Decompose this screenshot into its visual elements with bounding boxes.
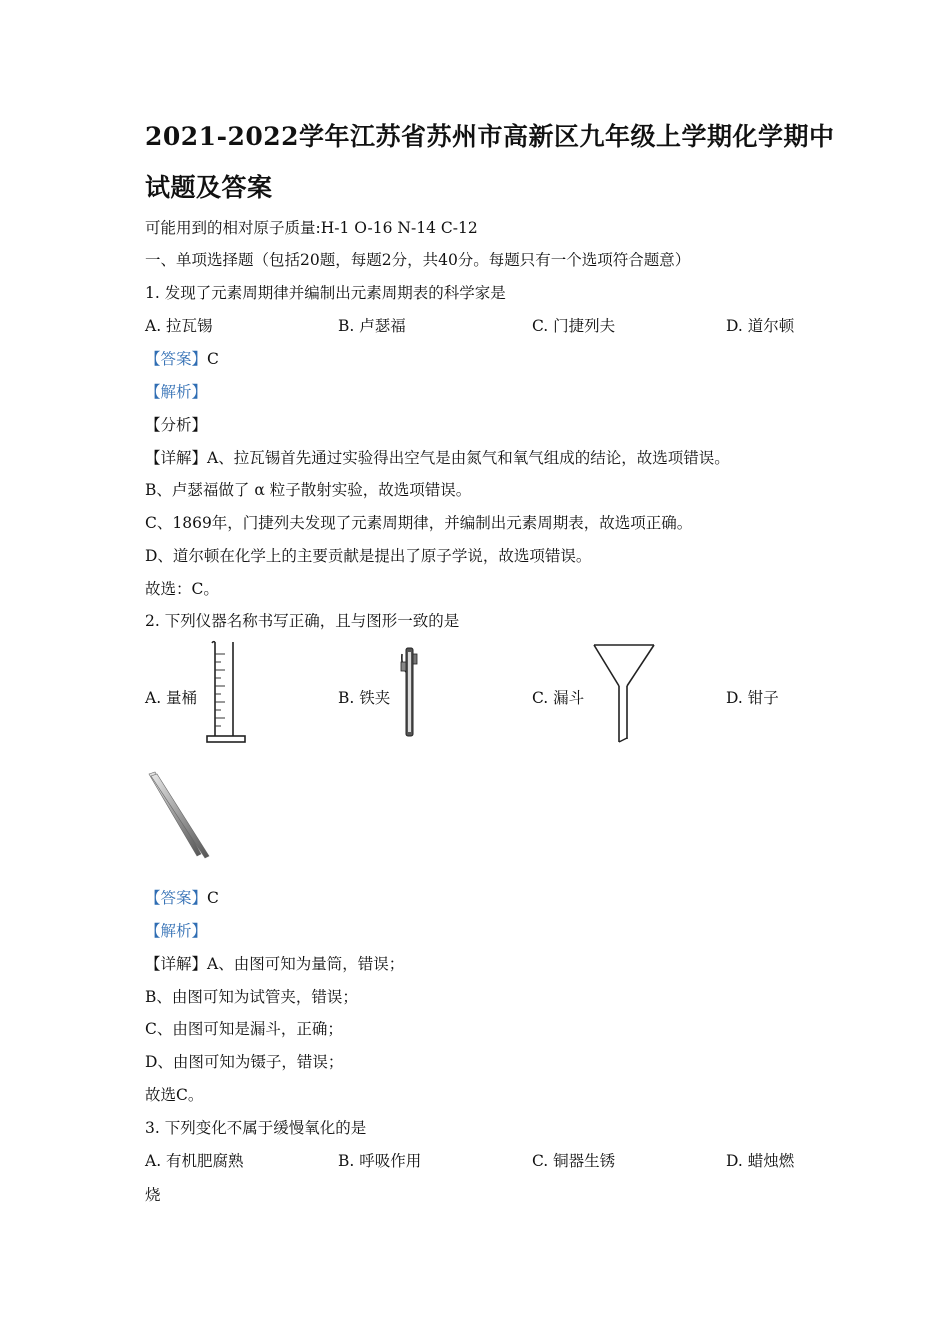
q1-stem: 1. 发现了元素周期律并编制出元素周期表的科学家是 bbox=[145, 284, 506, 302]
q2-option-d: D. 钳子 bbox=[726, 689, 779, 707]
q2-option-a: A. 量桶 bbox=[145, 689, 198, 707]
q1-detail-a: A、拉瓦锡首先通过实验得出空气是由氮气和氧气组成的结论，故选项错误。 bbox=[207, 449, 730, 467]
q1-answer-tag: 【答案】 bbox=[145, 350, 208, 368]
q2-detail-c: C、由图可知是漏斗，正确； bbox=[145, 1020, 343, 1038]
q2-answer-tag: 【答案】 bbox=[145, 889, 208, 907]
q1-answer-line bbox=[145, 347, 219, 369]
q2-option-b: B. 铁夹 bbox=[338, 689, 391, 707]
q1-option-a: A. 拉瓦锡 bbox=[145, 317, 213, 335]
section-heading: 一、单项选择题（包括20题，每题2分，共40分。每题只有一个选项符合题意） bbox=[145, 251, 691, 269]
test-tube-clamp-figure bbox=[398, 644, 422, 738]
q3-option-c: C. 铜器生锈 bbox=[532, 1152, 616, 1170]
document-title-line2: 试题及答案 bbox=[145, 173, 273, 202]
q2-analysis-tag: 【解析】 bbox=[145, 922, 208, 940]
q2-option-c: C. 漏斗 bbox=[532, 689, 585, 707]
q2-detail-a-line bbox=[145, 952, 404, 974]
q1-detail-d: D、道尔顿在化学上的主要贡献是提出了原子学说，故选项错误。 bbox=[145, 547, 592, 565]
q1-detail-tag: 【详解】 bbox=[145, 449, 208, 467]
q1-detail-b: B、卢瑟福做了 α 粒子散射实验，故选项错误。 bbox=[145, 481, 472, 499]
q2-detail-a: A、由图可知为量筒，错误； bbox=[207, 955, 405, 973]
q2-detail-b: B、由图可知为试管夹，错误； bbox=[145, 988, 358, 1006]
q1-answer-value: C bbox=[207, 350, 219, 368]
q3-option-a: A. 有机肥腐熟 bbox=[145, 1152, 244, 1170]
graduated-cylinder-figure bbox=[203, 640, 251, 746]
q1-option-b: B. 卢瑟福 bbox=[338, 317, 406, 335]
q2-answer-line bbox=[145, 886, 219, 908]
tweezers-figure bbox=[143, 768, 215, 864]
q1-option-d: D. 道尔顿 bbox=[726, 317, 795, 335]
q1-detail-c: C、1869年，门捷列夫发现了元素周期律，并编制出元素周期表，故选项正确。 bbox=[145, 514, 693, 532]
document-title-line1: 2021-2022学年江苏省苏州市高新区九年级上学期化学期中 bbox=[145, 122, 835, 151]
q3-stem: 3. 下列变化不属于缓慢氧化的是 bbox=[145, 1119, 367, 1137]
q2-detail-tag: 【详解】 bbox=[145, 955, 208, 973]
funnel-figure bbox=[590, 642, 658, 746]
q3-option-d: D. 蜡烛燃 bbox=[726, 1152, 795, 1170]
q2-stem: 2. 下列仪器名称书写正确，且与图形一致的是 bbox=[145, 612, 460, 630]
q2-conclusion: 故选C。 bbox=[145, 1086, 204, 1104]
atomic-masses-note: 可能用到的相对原子质量:H-1 O-16 N-14 C-12 bbox=[145, 219, 478, 237]
q2-detail-d: D、由图可知为镊子，错误； bbox=[145, 1053, 344, 1071]
q1-detail-a-line bbox=[145, 446, 730, 468]
q3-option-b: B. 呼吸作用 bbox=[338, 1152, 422, 1170]
q2-answer-value: C bbox=[207, 889, 219, 907]
q1-analysis-tag: 【解析】 bbox=[145, 383, 208, 401]
q1-fenxi-tag: 【分析】 bbox=[145, 416, 208, 434]
q1-option-c: C. 门捷列夫 bbox=[532, 317, 616, 335]
q1-conclusion: 故选：C。 bbox=[145, 580, 219, 598]
q3-option-d-wrap: 烧 bbox=[145, 1186, 161, 1204]
